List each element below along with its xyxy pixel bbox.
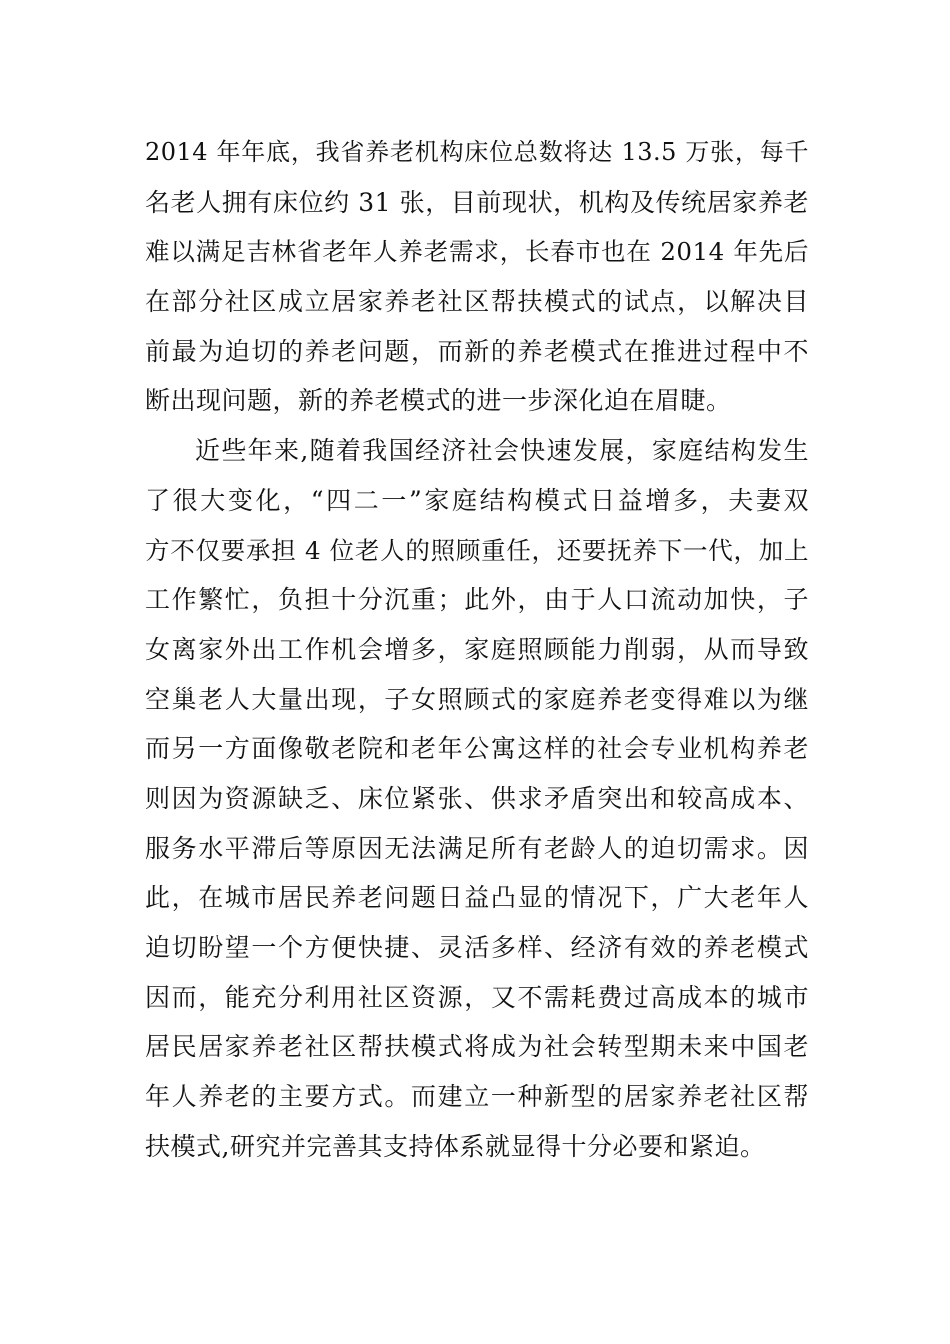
text-line: 此，在城市居民养老问题日益凸显的情况下，广大老年人 [145, 883, 809, 913]
text-line: 则因为资源缺乏、床位紧张、供求矛盾突出和较高成本、 [145, 783, 809, 813]
text-line: 在部分社区成立居家养老社区帮扶模式的试点，以解决目 [145, 287, 809, 317]
text-line: 近些年来,随着我国经济社会快速发展，家庭结构发生 [195, 436, 809, 466]
text-line: 了很大变化，“四二一”家庭结构模式日益增多，夫妻双 [145, 485, 809, 515]
document-page [145, 128, 809, 1171]
paragraph-1 [145, 128, 809, 426]
text-line: 方不仅要承担 4 位老人的照顾重任，还要抚养下一代，加上 [145, 535, 809, 565]
text-line: 年人养老的主要方式。而建立一种新型的居家养老社区帮 [145, 1082, 809, 1112]
text-line: 工作繁忙，负担十分沉重；此外，由于人口流动加快，子 [145, 585, 809, 615]
paragraph-2 [145, 426, 809, 1171]
text-line: 名老人拥有床位约 31 张，目前现状，机构及传统居家养老 [145, 187, 809, 217]
text-line: 扶模式,研究并完善其支持体系就显得十分必要和紧迫。 [145, 1131, 766, 1161]
text-line: 而另一方面像敬老院和老年公寓这样的社会专业机构养老 [145, 734, 809, 764]
text-line: 2014 年年底，我省养老机构床位总数将达 13.5 万张，每千 [145, 138, 809, 166]
text-line: 女离家外出工作机会增多，家庭照顾能力削弱，从而导致 [145, 634, 809, 664]
text-line: 迫切盼望一个方便快捷、灵活多样、经济有效的养老模式 [145, 933, 809, 962]
text-line: 居民居家养老社区帮扶模式将成为社会转型期未来中国老 [145, 1032, 809, 1062]
text-line: 因而，能充分利用社区资源，又不需耗费过高成本的城市 [145, 982, 809, 1012]
text-line: 前最为迫切的养老问题，而新的养老模式在推进过程中不 [145, 336, 809, 366]
text-line: 服务水平滞后等原因无法满足所有老龄人的迫切需求。因 [145, 833, 809, 863]
text-line: 断出现问题，新的养老模式的进一步深化迫在眉睫。 [145, 386, 732, 416]
text-line: 难以满足吉林省老年人养老需求，长春市也在 2014 年先后 [145, 237, 809, 267]
text-line: 空巢老人大量出现，子女照顾式的家庭养老变得难以为继 [145, 684, 809, 714]
